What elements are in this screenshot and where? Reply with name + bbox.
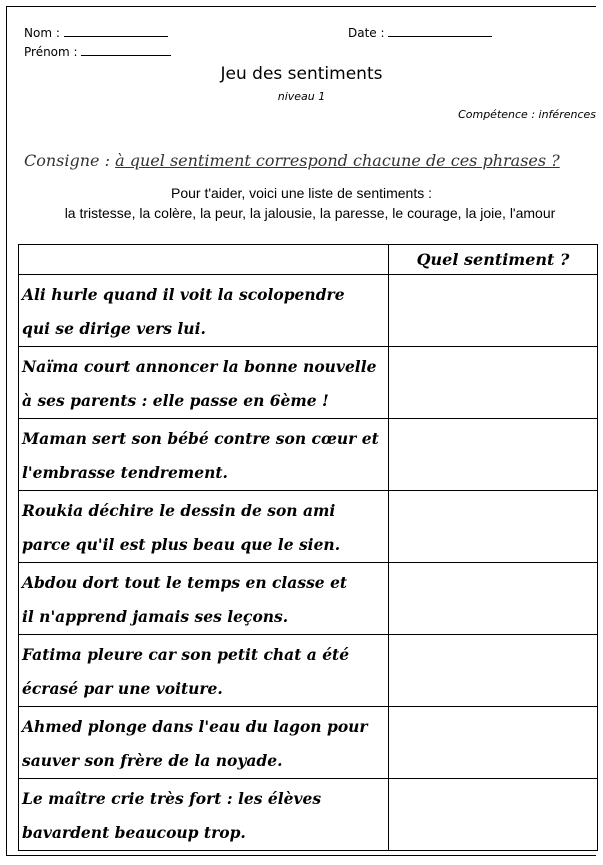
header-sentence-cell (19, 245, 389, 275)
answer-cell[interactable] (389, 491, 598, 563)
sentence-line-1: Roukia déchire le dessin de son ami (22, 501, 336, 520)
answer-cell[interactable] (389, 347, 598, 419)
answer-cell[interactable] (389, 275, 598, 347)
table-header-row (19, 245, 598, 275)
sentence-line-1: Maman sert son bébé contre son cœur et (22, 429, 379, 448)
sentence-line-2: bavardent beaucoup trop. (22, 823, 246, 842)
answer-cell[interactable] (389, 707, 598, 779)
table-row (19, 275, 598, 347)
table-row (19, 347, 598, 419)
level-label: niveau 1 (277, 90, 326, 103)
sentence-line-2: il n'apprend jamais ses leçons. (22, 607, 289, 626)
instruction-text: à quel sentiment correspond chacune de ces phrases ? (115, 151, 560, 170)
header-answer-cell: Quel sentiment ? (389, 245, 598, 275)
sentence-line-2: l'embrasse tendrement. (22, 463, 228, 482)
instruction (24, 151, 560, 170)
nom-label: Nom : (24, 26, 60, 40)
sentence-cell (19, 779, 389, 851)
sentence-line-1: Naïma court annoncer la bonne nouvelle (22, 357, 377, 376)
date-blank-line[interactable] (388, 25, 492, 37)
sentence-cell (19, 707, 389, 779)
sentence-line-2: qui se dirige vers lui. (22, 319, 206, 338)
help-intro: Pour t'aider, voici une liste de sentiments : (170, 185, 433, 201)
sentence-line-2: parce qu'il est plus beau que le sien. (22, 535, 341, 554)
sentence-line-1: Ali hurle quand il voit la scolopendre (22, 285, 345, 304)
feelings-list: la tristesse, la colère, la peur, la jalousie, la paresse, le courage, la joie, l'amour (64, 205, 556, 221)
table-row (19, 635, 598, 707)
sentence-line-1: Abdou dort tout le temps en classe et (22, 573, 348, 592)
competence-label: Compétence : inférences (458, 108, 596, 121)
sentence-cell (19, 419, 389, 491)
sentence-line-2: écrasé par une voiture. (22, 679, 223, 698)
date-label: Date : (348, 26, 385, 40)
answer-cell[interactable] (389, 779, 598, 851)
prenom-label: Prénom : (24, 45, 78, 59)
table-row (19, 563, 598, 635)
sentence-line-1: Ahmed plonge dans l'eau du lagon pour (22, 717, 368, 736)
sentence-cell (19, 275, 389, 347)
table-row (19, 707, 598, 779)
nom-field[interactable] (24, 25, 168, 40)
answer-cell[interactable] (389, 563, 598, 635)
worksheet-title: Jeu des sentiments (220, 64, 383, 84)
sentence-cell (19, 635, 389, 707)
prenom-blank-line[interactable] (81, 44, 171, 56)
prenom-field[interactable] (24, 44, 171, 59)
nom-blank-line[interactable] (64, 25, 168, 37)
sentence-line-1: Fatima pleure car son petit chat a été (22, 645, 350, 664)
answer-cell[interactable] (389, 419, 598, 491)
sentence-cell (19, 563, 389, 635)
table-body (19, 275, 598, 851)
feelings-table (18, 244, 598, 851)
sentence-cell (19, 347, 389, 419)
table-row (19, 491, 598, 563)
date-field[interactable] (348, 25, 492, 40)
sentence-line-2: sauver son frère de la noyade. (22, 751, 283, 770)
instruction-prefix: Consigne : (24, 151, 110, 170)
sentence-cell (19, 491, 389, 563)
sentence-line-1: Le maître crie très fort : les élèves (22, 789, 322, 808)
table-row (19, 779, 598, 851)
table-row (19, 419, 598, 491)
sentence-line-2: à ses parents : elle passe en 6ème ! (22, 391, 329, 410)
answer-cell[interactable] (389, 635, 598, 707)
